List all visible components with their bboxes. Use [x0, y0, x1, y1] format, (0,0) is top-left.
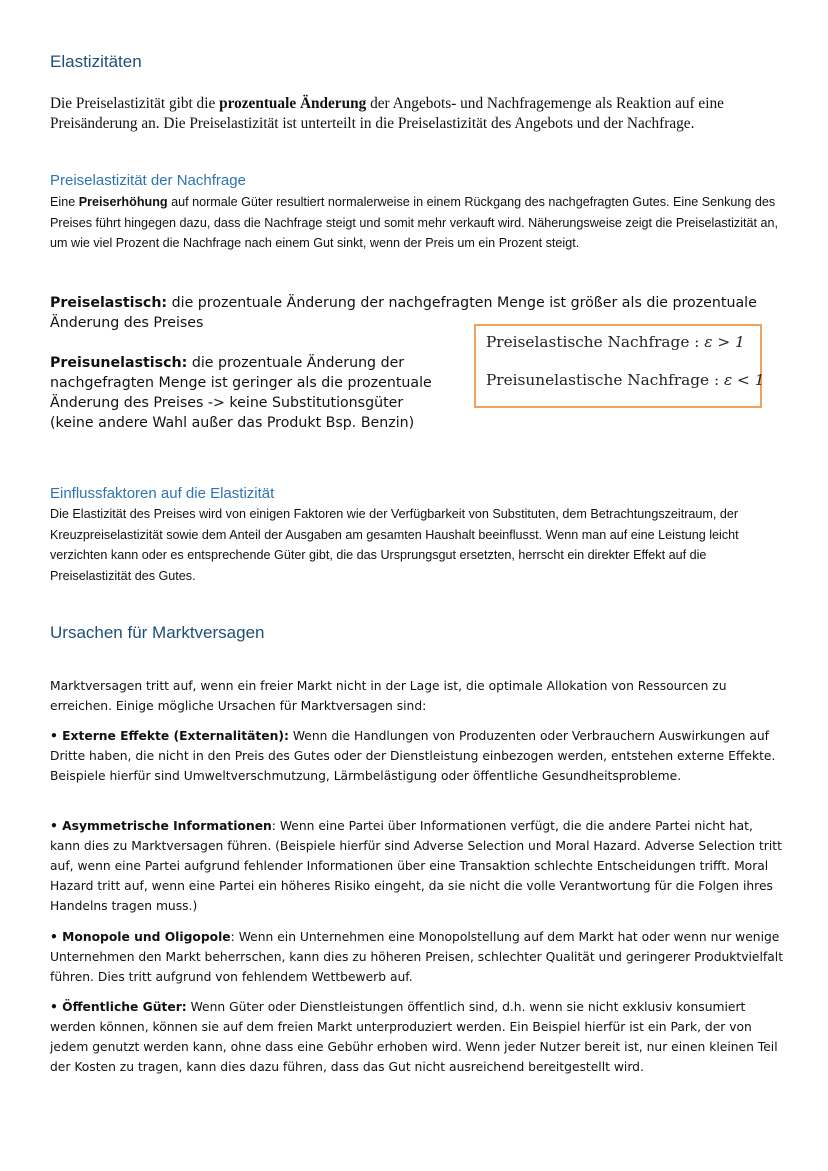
factors-paragraph: Die Elastizität des Preises wird von einigen Faktoren wie der Verfügbarkeit von Substituten, dem Betrachtungszeitraum, der Kreuzpreiselastizität sowie dem Anteil der Ausgaben am gesamten Haushalt beeinflusst. Wenn man auf eine Leistung leicht verzichten kann oder es entsprechende Güter gibt, die das Ursprungsgut ersetzten, herrscht ein direkter Effekt auf die Preiselastizität des Gutes.	[50, 507, 739, 583]
intro-text-2: der Angebots- und Nachfragemenge als Reaktion auf eine Preisänderung an. Die Preiselastizität ist unterteilt in die Preiselastizität des Angebots und der Nachfrage.	[50, 95, 724, 132]
inelastic-term: Preisunelastisch:	[50, 355, 188, 371]
market-item-externalities	[50, 726, 785, 786]
market-item-asymmetric-info	[50, 816, 785, 916]
item-text: : Wenn eine Partei über Informationen verfügt, die die andere Partei nicht hat, kann dies zu Marktversagen führen. (Beispiele hierfür sind Adverse Selection und Moral Hazard. Adverse Selection tritt auf, wenn eine Partei aufgrund fehlender Informationen über eine Transaktion schlechte Entscheidungen trifft. Moral Hazard tritt auf, wenn eine Partei ein höheres Risiko eingeht, da sie nicht die volle Verantwortung für die Folgen ihres Handelns tragen muss.)	[50, 819, 782, 913]
formula-inelastic-expr: ε < 1	[723, 371, 765, 389]
formula-elastic-label: Preiselastische Nachfrage :	[486, 333, 705, 351]
intro-paragraph	[50, 94, 775, 133]
item-term: • Monopole und Oligopole	[50, 930, 231, 944]
market-intro: Marktversagen tritt auf, wenn ein freier Markt nicht in der Lage ist, die optimale Allokation von Ressourcen zu erreichen. Einige mögliche Ursachen für Marktversagen sind:	[50, 679, 727, 713]
intro-bold: prozentuale Änderung	[219, 95, 367, 112]
market-item-public-goods	[50, 997, 785, 1077]
demand-paragraph	[50, 192, 785, 254]
formula-inelastic-label: Preisunelastische Nachfrage :	[486, 371, 724, 389]
item-term: • Asymmetrische Informationen	[50, 819, 272, 833]
item-text: Wenn Güter oder Dienstleistungen öffentlich sind, d.h. wenn sie nicht exklusiv konsumiert werden können, können sie auf dem freien Markt unterproduziert werden. Ein Beispiel hierfür ist ein Park, der von jedem genutzt werden kann, ohne dass eine Gebühr erhoben wird. Wenn jeder Nutzer bereit ist, nur einen kleinen Teil der Kosten zu tragen, kann dies dazu führen, dass das Gut nicht ausreichend bereitgestellt wird.	[50, 1000, 778, 1074]
intro-text-1: Die Preiselastizität gibt die	[50, 95, 220, 112]
demand-text-1: Eine	[50, 195, 79, 209]
formula-elastic-expr: ε > 1	[704, 333, 745, 351]
section-title-elastizitaeten: Elastizitäten	[50, 52, 142, 71]
section-title-market-failure: Ursachen für Marktversagen	[50, 623, 265, 642]
formula-box	[474, 324, 765, 408]
definition-inelastic	[50, 353, 448, 433]
subsection-title-demand: Preiselastizität der Nachfrage	[50, 172, 246, 189]
inelastic-text: die prozentuale Änderung der nachgefragten Menge ist geringer als die prozentuale Änderung des Preises -> keine Substitutionsgüter (keine andere Wahl außer das Produkt Bsp. Benzin)	[50, 355, 432, 431]
formula-elastic	[486, 333, 745, 351]
item-term: • Externe Effekte (Externalitäten):	[50, 729, 289, 743]
item-text: Wenn die Handlungen von Produzenten oder Verbrauchern Auswirkungen auf Dritte haben, die nicht in den Preis des Gutes oder der Dienstleistung einbezogen werden, entstehen externe Effekte. Beispiele hierfür sind Umweltverschmutzung, Lärmbelästigung oder öffentliche Gesundheitsprobleme.	[50, 729, 776, 783]
subsection-title-factors: Einflussfaktoren auf die Elastizität	[50, 485, 275, 502]
demand-text-2: auf normale Güter resultiert normalerweise in einem Rückgang des nachgefragten Gutes. Eine Senkung des Preises führt hingegen dazu, dass die Nachfrage steigt und somit mehr verkauft wird. Näherungsweise zeigt die Preiselastizität an, um wie viel Prozent die Nachfrage nach einem Gut sinkt, wenn der Preis um ein Prozent steigt.	[50, 195, 779, 250]
demand-bold: Preiserhöhung	[78, 195, 168, 209]
market-item-monopoly	[50, 927, 785, 987]
formula-inelastic	[486, 371, 764, 389]
item-text: : Wenn ein Unternehmen eine Monopolstellung auf dem Markt hat oder wenn nur wenige Unternehmen den Markt beherrschen, kann dies zu höheren Preisen, schlechter Qualität und geringerer Produktvielfalt führen. Dies tritt aufgrund von fehlendem Wettbewerb auf.	[50, 930, 784, 984]
elastic-text: die prozentuale Änderung der nachgefragten Menge ist größer als die prozentuale Änderung des Preises	[50, 295, 757, 331]
elastic-term: Preiselastisch:	[50, 295, 168, 311]
item-term: • Öffentliche Güter:	[50, 1000, 187, 1014]
